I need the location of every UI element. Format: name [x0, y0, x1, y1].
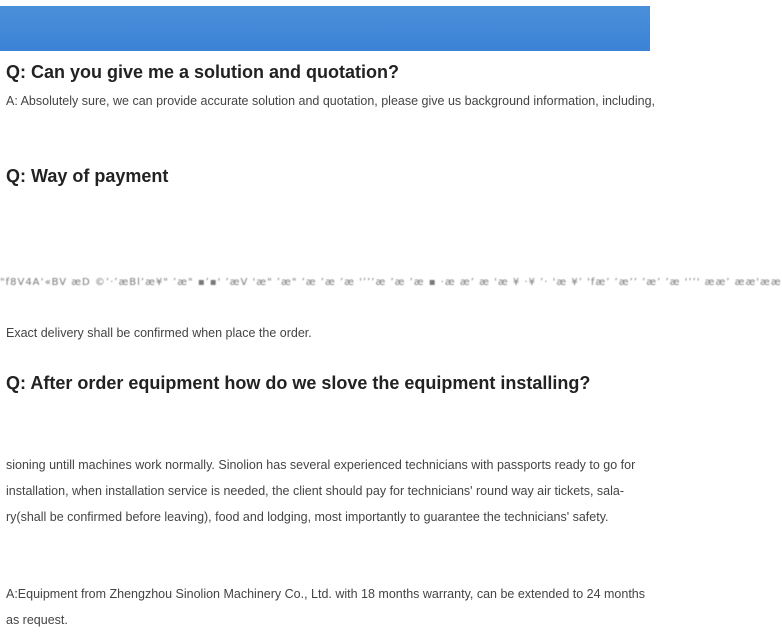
installing-answer-line-1: sioning untill machines work normally. Sinolion has several experienced technicians with passports ready to go for	[6, 458, 636, 472]
warranty-answer-line-2: as request.	[6, 613, 68, 627]
question-equipment-installing: Q: After order equipment how do we slove the equipment installing?	[6, 373, 591, 393]
scrambled-text-strip: "f8V4A‘«BV æD ©’·’æBl’æ¥" ’æ" ▪’▪' ’æV 'æ" ’æ" ’æ ’æ ’æ '’’’æ ’æ ’æ ▪ ·æ æ’ æ 'æ ¥ ·¥ ’· 'æ ¥’ 'fæ’ ’æ’’ ’æ’ ’æ '’’' ææ’ ææ'ææ	[0, 277, 782, 288]
delivery-note: Exact delivery shall be confirmed when place the order.	[6, 326, 312, 340]
question-solution-quotation: Q: Can you give me a solution and quotation?	[6, 62, 400, 82]
warranty-answer-line-1: A:Equipment from Zhengzhou Sinolion Machinery Co., Ltd. with 18 months warranty, can be extended to 24 months	[6, 587, 646, 601]
header-banner	[0, 6, 650, 51]
answer-solution-quotation: A: Absolutely sure, we can provide accurate solution and quotation, please give us background information, including,	[6, 94, 656, 108]
question-way-of-payment: Q: Way of payment	[6, 166, 169, 186]
installing-answer-line-2: installation, when installation service is needed, the client should pay for technicians' round way air tickets, sala-	[6, 484, 624, 498]
installing-answer-line-3: ry(shall be confirmed before leaving), food and lodging, most importantly to guarantee the technicians' safety.	[6, 510, 609, 524]
